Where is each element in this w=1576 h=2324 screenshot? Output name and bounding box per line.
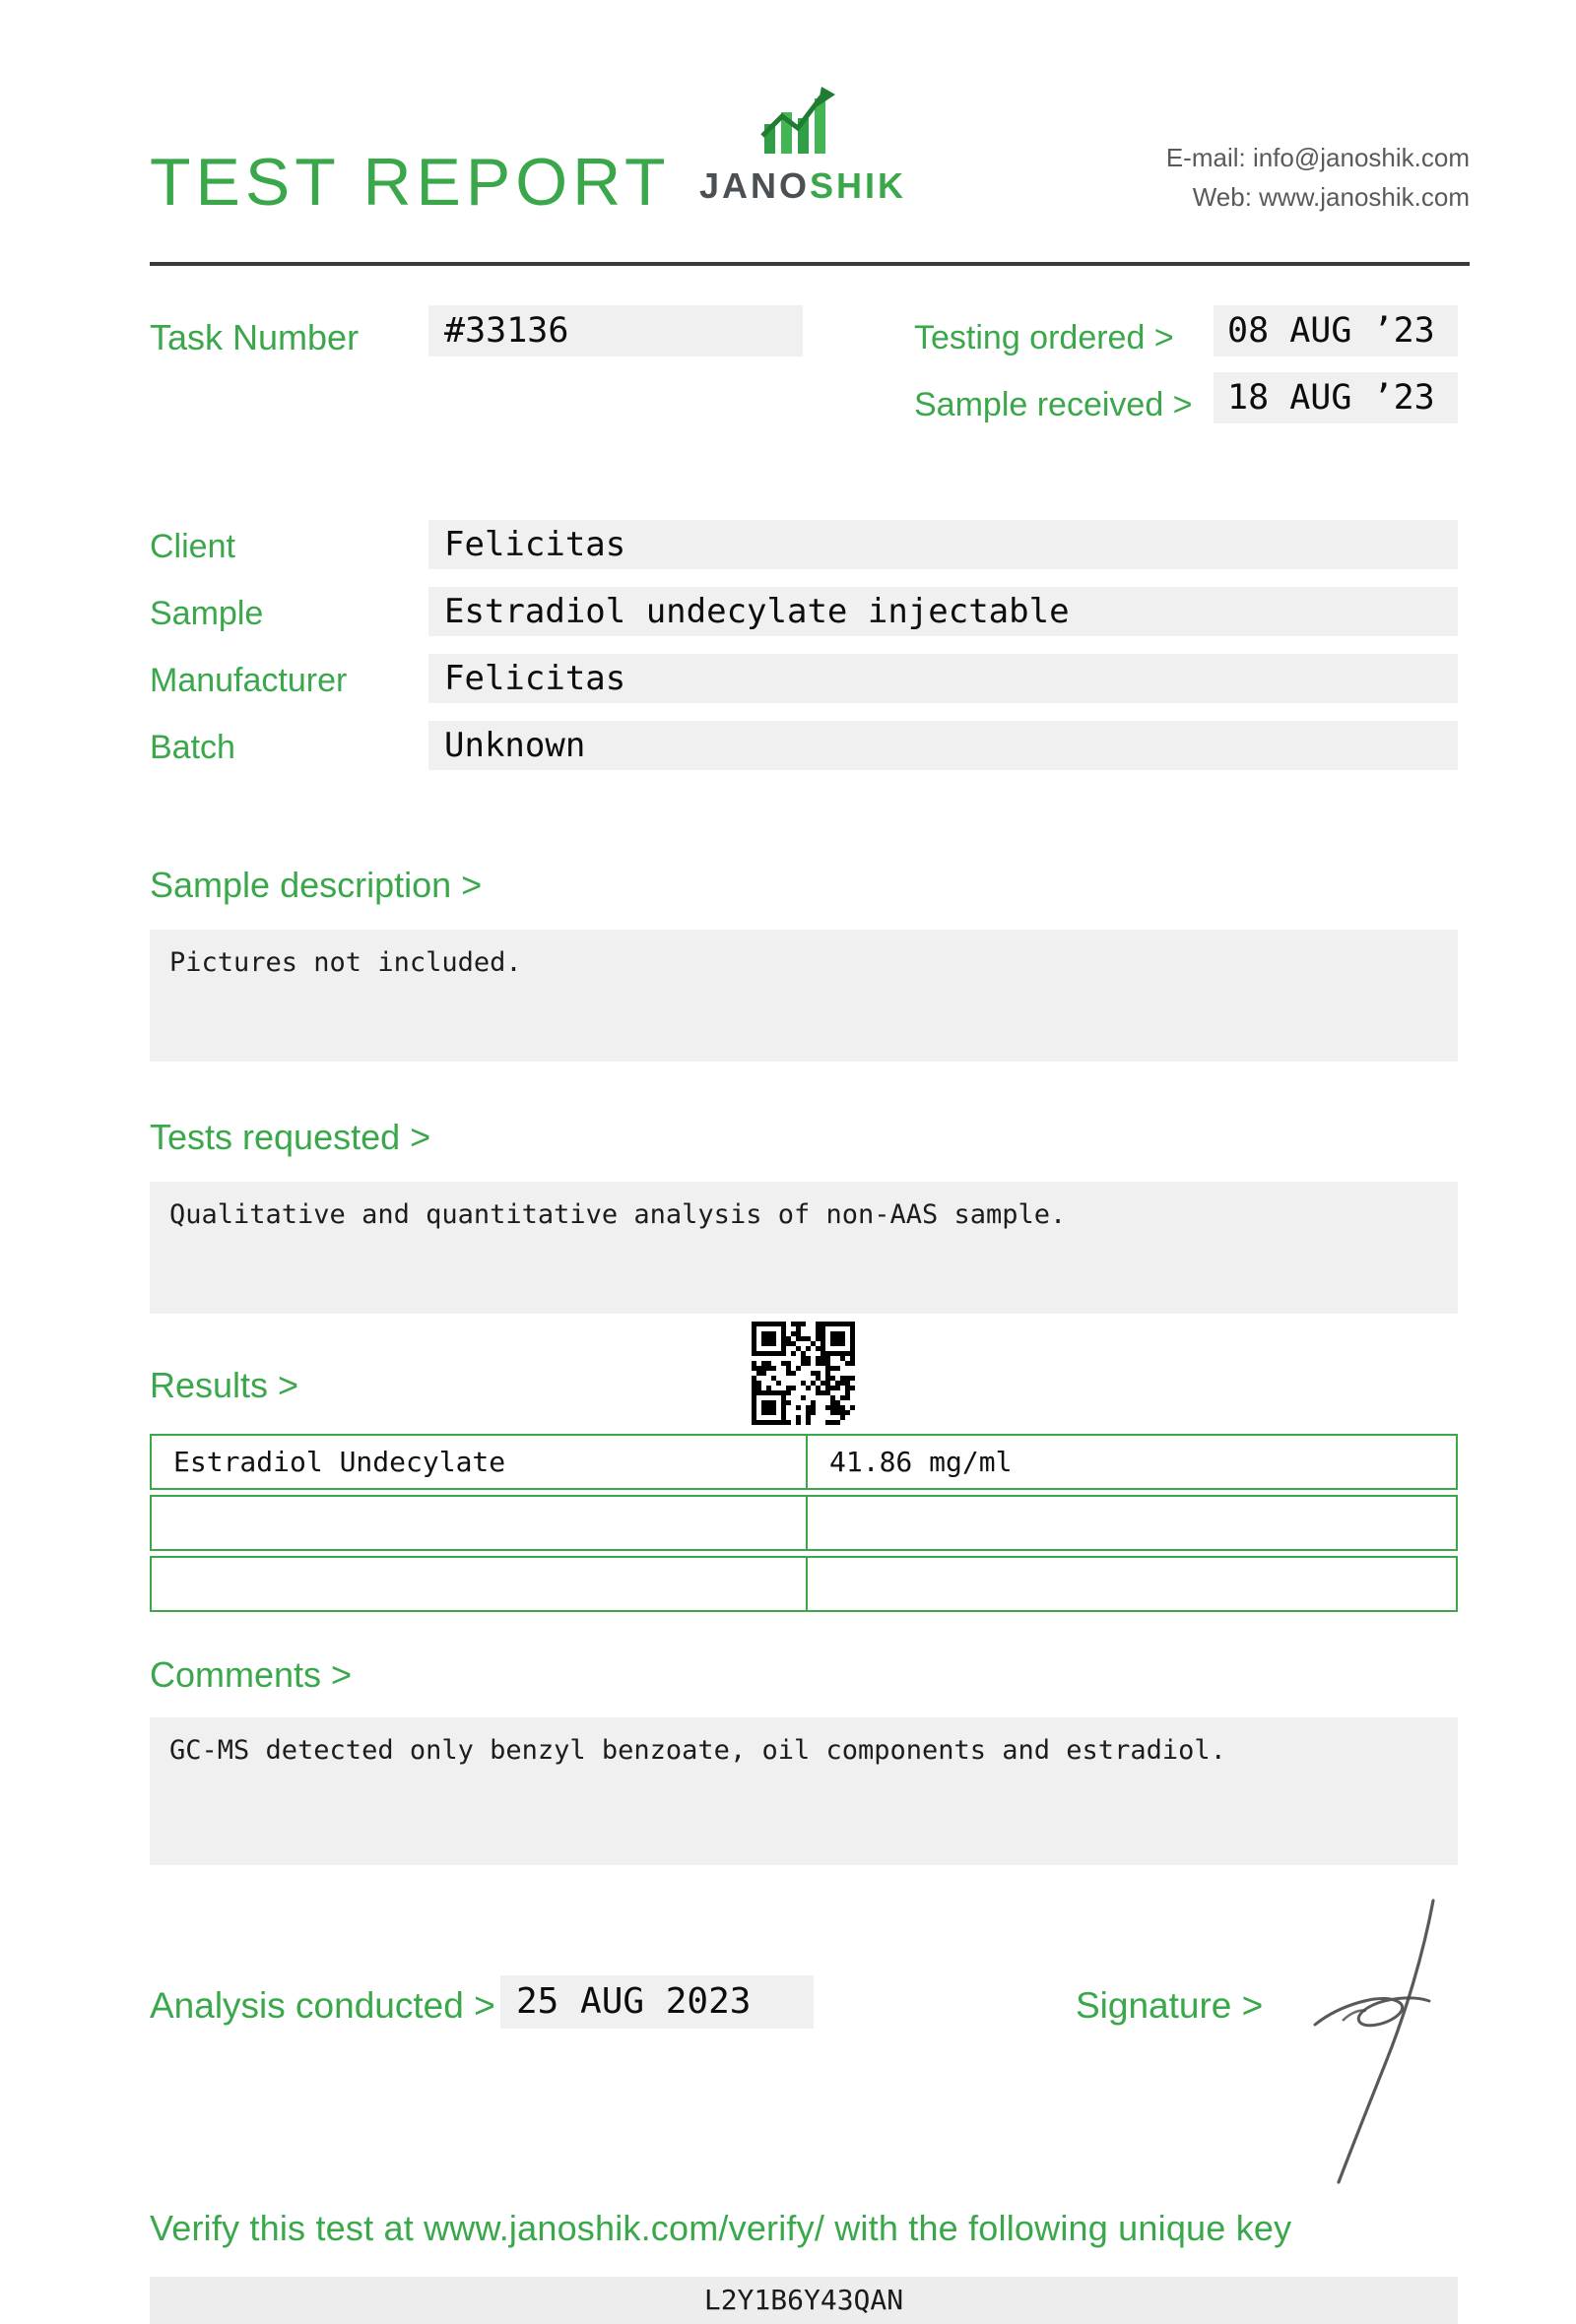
result-value: [806, 1556, 1458, 1612]
sample-value: Estradiol undecylate injectable: [428, 587, 1458, 636]
logo-text-jano: JANO: [698, 165, 810, 206]
sample-received-value: 18 AUG ’23: [1214, 372, 1458, 423]
sample-label: Sample: [150, 595, 264, 632]
testing-ordered-value: 08 AUG ’23: [1214, 305, 1458, 356]
sample-description-box: Pictures not included.: [150, 930, 1458, 1062]
comments-heading: Comments >: [150, 1654, 353, 1695]
signature-label: Signature >: [1076, 1985, 1264, 2026]
client-value: Felicitas: [428, 520, 1458, 569]
report-title: TEST REPORT: [150, 145, 671, 220]
info-row-sample: [0, 587, 1576, 638]
sample-received-label: Sample received >: [914, 386, 1193, 423]
result-value: [806, 1495, 1458, 1551]
janoshik-logo-icon: [756, 83, 845, 166]
table-row: [150, 1556, 1458, 1612]
verify-key: L2Y1B6Y43QAN: [150, 2277, 1458, 2324]
contact-block: [1166, 138, 1470, 218]
table-row: [150, 1434, 1458, 1490]
tests-requested-heading: Tests requested >: [150, 1117, 431, 1157]
manufacturer-value: Felicitas: [428, 654, 1458, 703]
result-value: 41.86 mg/ml: [806, 1434, 1458, 1490]
info-row-manufacturer: [0, 654, 1576, 705]
janoshik-logo-wordmark: [680, 165, 926, 207]
contact-web: Web: www.janoshik.com: [1192, 182, 1470, 213]
comments-box: GC-MS detected only benzyl benzoate, oil components and estradiol.: [150, 1717, 1458, 1865]
task-number-label: Task Number: [150, 317, 360, 357]
analysis-conducted-label: Analysis conducted >: [150, 1985, 495, 2026]
results-heading: Results >: [150, 1365, 299, 1405]
batch-value: Unknown: [428, 721, 1458, 770]
verify-instruction: Verify this test at www.janoshik.com/verify/ with the following unique key: [150, 2208, 1292, 2248]
signature: [1285, 1893, 1458, 2198]
batch-label: Batch: [150, 729, 235, 766]
result-analyte: [150, 1495, 808, 1551]
manufacturer-label: Manufacturer: [150, 662, 348, 699]
qr-code: [752, 1322, 855, 1425]
table-row: [150, 1495, 1458, 1551]
info-row-batch: [0, 721, 1576, 772]
sample-description-heading: Sample description >: [150, 865, 483, 905]
info-row-client: [0, 520, 1576, 571]
testing-ordered-label: Testing ordered >: [914, 319, 1174, 356]
header-divider: [150, 262, 1470, 266]
result-analyte: [150, 1556, 808, 1612]
results-table: [150, 1434, 1458, 1617]
task-number-value: #33136: [428, 305, 803, 356]
tests-requested-box: Qualitative and quantitative analysis of non-AAS sample.: [150, 1182, 1458, 1314]
logo-text-shik: SHIK: [810, 165, 907, 206]
analysis-date-value: 25 AUG 2023: [500, 1975, 814, 2029]
contact-email: E-mail: info@janoshik.com: [1165, 143, 1470, 172]
result-analyte: Estradiol Undecylate: [150, 1434, 808, 1490]
client-label: Client: [150, 528, 235, 565]
